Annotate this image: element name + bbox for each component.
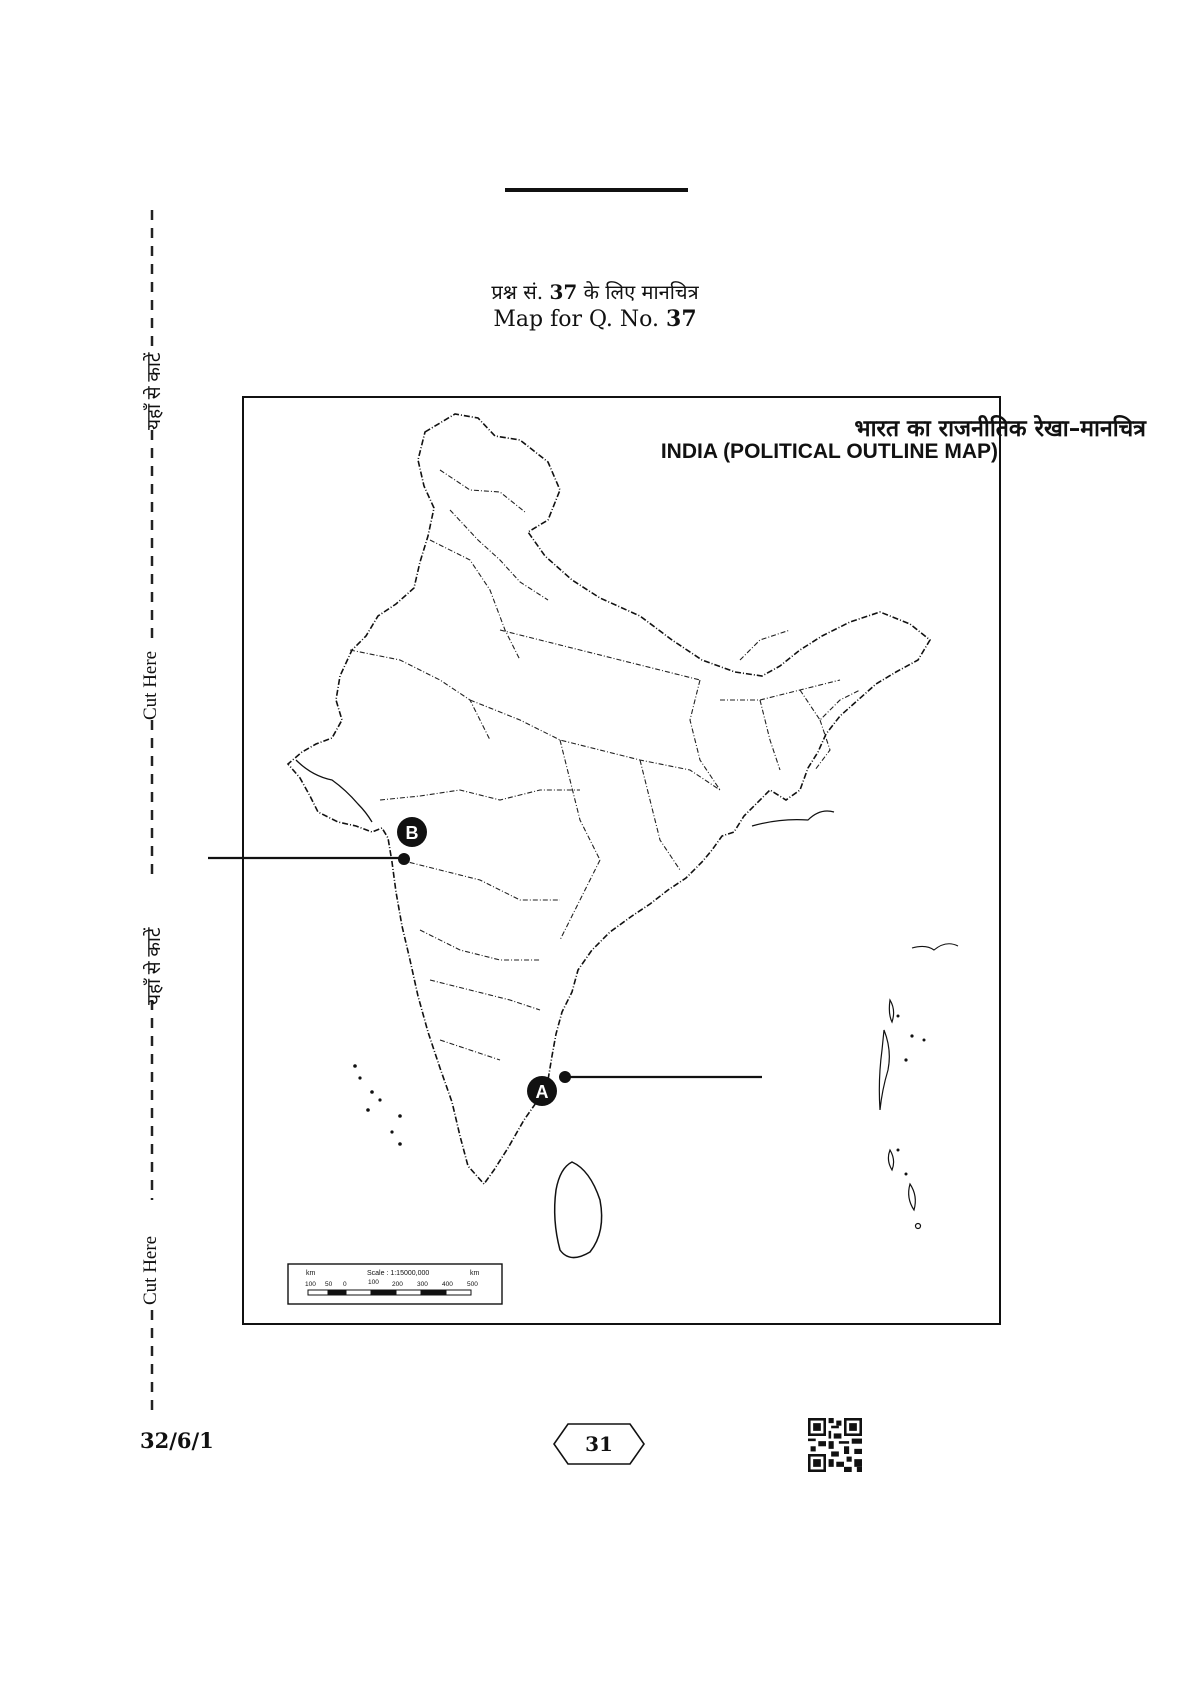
page-number-badge (552, 1422, 646, 1466)
marker-a-point (559, 1071, 571, 1083)
question-title-en-prefix: Map for Q. No. (493, 307, 660, 332)
cut-here-hindi-1: यहाँ से काटें (144, 352, 165, 430)
coastal-island-cluster (912, 944, 958, 950)
scale-unit-left: km (306, 1270, 316, 1277)
andaman-dots (897, 1015, 926, 1176)
scale-tick-300: 300 (417, 1281, 428, 1288)
qr-code-icon (808, 1418, 862, 1472)
marker-b-label: B (405, 823, 419, 843)
question-title-hi-prefix: प्रश्न सं. (491, 280, 544, 304)
question-title-en-number: 37 (666, 306, 697, 332)
map-title-hindi: भारत का राजनीतिक रेखा–मानचित्र (854, 416, 1146, 442)
scale-bar (288, 1264, 502, 1304)
scale-tick-500: 500 (467, 1281, 478, 1288)
page-number: 31 (585, 1432, 613, 1456)
scale-tick-400: 400 (442, 1281, 453, 1288)
map-title-english: INDIA (POLITICAL OUTLINE MAP) (660, 440, 998, 463)
scale-tick-100: 100 (368, 1279, 379, 1286)
scale-tick-200: 200 (392, 1281, 403, 1288)
cut-here-english-2: Cut Here (140, 1235, 161, 1305)
scale-bar-segments (308, 1290, 471, 1295)
cut-here-english-1: Cut Here (140, 650, 161, 720)
question-title-hi-number: 37 (549, 280, 578, 304)
scale-text: Scale : 1:15000,000 (367, 1270, 430, 1277)
paper-code: 32/6/1 (140, 1428, 214, 1453)
scale-unit-right: km (470, 1270, 480, 1277)
scale-tick-left-50: 50 (325, 1281, 333, 1288)
question-title-hi-suffix: के लिए मानचित्र (583, 280, 699, 304)
marker-b-point (398, 853, 410, 865)
scale-tick-left-100: 100 (305, 1281, 316, 1288)
marker-a-label: A (535, 1082, 549, 1102)
scale-tick-left-0: 0 (343, 1281, 347, 1288)
qr-code-graphic (808, 1418, 862, 1472)
sri-lanka-outline (555, 1162, 602, 1258)
india-mainland-outline (288, 414, 930, 1184)
lakshadweep-islands (353, 1064, 402, 1146)
cut-here-hindi-2: यहाँ से काटें (144, 927, 165, 1005)
bengal-delta-coast (752, 811, 834, 826)
andaman-nicobar-islands (879, 1000, 920, 1229)
state-boundaries (350, 470, 860, 1060)
